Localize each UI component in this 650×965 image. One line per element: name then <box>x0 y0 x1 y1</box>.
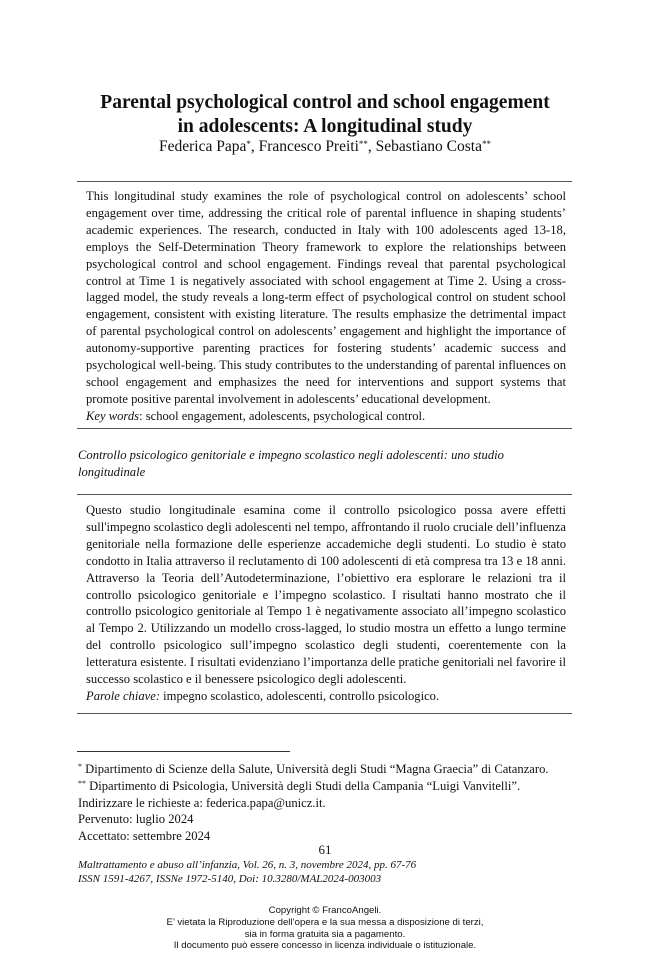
abstract-it-bottom-rule <box>77 713 572 714</box>
copyright-line: E’ vietata la Riproduzione dell’opera e la sua messa a disposizione di terzi, <box>166 916 484 928</box>
copyright-line: Il documento può essere concesso in licenza individuale o istituzionale. <box>173 940 477 952</box>
author-name: Sebastiano Costa <box>375 138 482 155</box>
keywords-label: Key words <box>86 408 140 423</box>
title-line-2: in adolescents: A longitudinal study <box>177 116 473 137</box>
italian-title: Controllo psicologico genitoriale e impegno scolastico negli adolescenti: uno studio longitudinale <box>78 448 504 479</box>
journal-citation: Maltrattamento e abuso all’infanzia, Vol. 26, n. 3, novembre 2024, pp. 67-76 <box>78 859 417 871</box>
received-date: Pervenuto: luglio 2024 <box>78 812 194 827</box>
author-separator: , <box>367 138 376 155</box>
title-line-1: Parental psychological control and school engagement <box>100 92 550 113</box>
article-title <box>60 91 590 139</box>
journal-issn-doi: ISSN 1591-4267, ISSNe 1972-5140, Doi: 10.3280/MAL2024-003003 <box>78 873 382 885</box>
footnote-1 <box>78 761 598 778</box>
abstract-bottom-rule <box>77 428 572 429</box>
keywords-label: Parole chiave: <box>86 688 161 703</box>
author-name: Francesco Preiti <box>258 138 359 155</box>
abstract-english <box>86 188 566 425</box>
page-number: 61 <box>318 842 332 857</box>
author-name: Federica Papa <box>158 138 247 155</box>
keywords-italian <box>86 688 566 705</box>
contact-note: Indirizzare le richieste a: federica.papa@unicz.it. <box>78 795 326 810</box>
footnotes <box>78 761 598 845</box>
keywords-value: impegno scolastico, adolescenti, controllo psicologico. <box>160 688 440 703</box>
affiliation-mark: ** <box>482 139 491 149</box>
footnote-text: Dipartimento di Psicologia, Università degli Studi della Campania “Luigi Vanvitelli”. <box>86 778 521 793</box>
affiliation-mark: * <box>246 139 251 149</box>
accepted-date: Accettato: settembre 2024 <box>78 829 211 844</box>
author-list <box>60 138 590 156</box>
footnote-mark: * <box>78 762 82 771</box>
journal-info <box>78 858 598 886</box>
copyright-line: Copyright © FrancoAngeli. <box>268 905 382 916</box>
abstract-top-rule <box>77 181 572 182</box>
keywords-value: : school engagement, adolescents, psychological control. <box>139 408 426 423</box>
footnote-mark: ** <box>78 778 86 788</box>
abstract-italian-text: Questo studio longitudinale esamina come il controllo psicologico possa avere effetti sull'impegno scolastico degli adolescenti nel tempo, affrontando il ruolo cruciale dell’influenza genitoriale nella formazione delle esperienze accademiche degli studenti. Lo studio è stato condotto in Italia attraverso il reclutamento di 100 adolescenti di età compresa tra 13 e 18 anni. Attraverso la Teoria dell’Autodeterminazione, l’obiettivo era esplorare le relazioni tra il controllo psicologico genitoriale e l’impegno scolastico. I risultati hanno mostrato che il controllo psicologico genitoriale al Tempo 1 è negativamente associato all’impegno scolastico al Tempo 2. Utilizzando un modello cross-lagged, lo studio mostra un effetto a lungo termine del controllo psicologico sull’impegno scolastico degli studenti, coerentemente con la letteratura esistente. I risultati evidenziano l’importanza delle pratiche genitoriali nel favorire il successo scolastico e il benessere psicologico degli adolescenti. <box>86 503 566 687</box>
keywords-english <box>86 408 566 425</box>
footnote-separator <box>77 751 290 752</box>
affiliation-mark: ** <box>358 139 368 149</box>
abstract-english-text: This longitudinal study examines the role of psychological control on adolescents’ school engagement over time, addressing the critical role of parental influence in shaping students’ academic experiences. The research, conducted in Italy with 100 adolescents aged 13-18, employs the Self-Determination Theory framework to explore the relationships between psychological control and school engagement. Findings reveal that parental psychological control at Time 1 is negatively associated with school engagement at Time 2. Using a cross-lagged model, the study reveals a long-term effect of psychological control on student school engagement, consistent with existing literature. The results emphasize the detrimental impact of parental psychological control on adolescents’ engagement and highlight the importance of autonomy-supportive parenting practices for fostering students’ academic success and psychological well-being. This study contributes to the understanding of parental influences on school engagement and emphasizes the need for interventions and support systems that promote positive parental involvement in adolescents’ educational development. <box>86 189 566 406</box>
abstract-italian <box>86 502 566 705</box>
footnote-text: Dipartimento di Scienze della Salute, Università degli Studi “Magna Graecia” di Catanzaro. <box>82 762 549 776</box>
copyright-notice <box>0 905 650 952</box>
footnote-2 <box>78 778 598 795</box>
abstract-it-top-rule <box>77 494 572 495</box>
author-separator: , <box>250 138 259 155</box>
copyright-line: sia in forma gratuita sia a pagamento. <box>244 928 406 940</box>
